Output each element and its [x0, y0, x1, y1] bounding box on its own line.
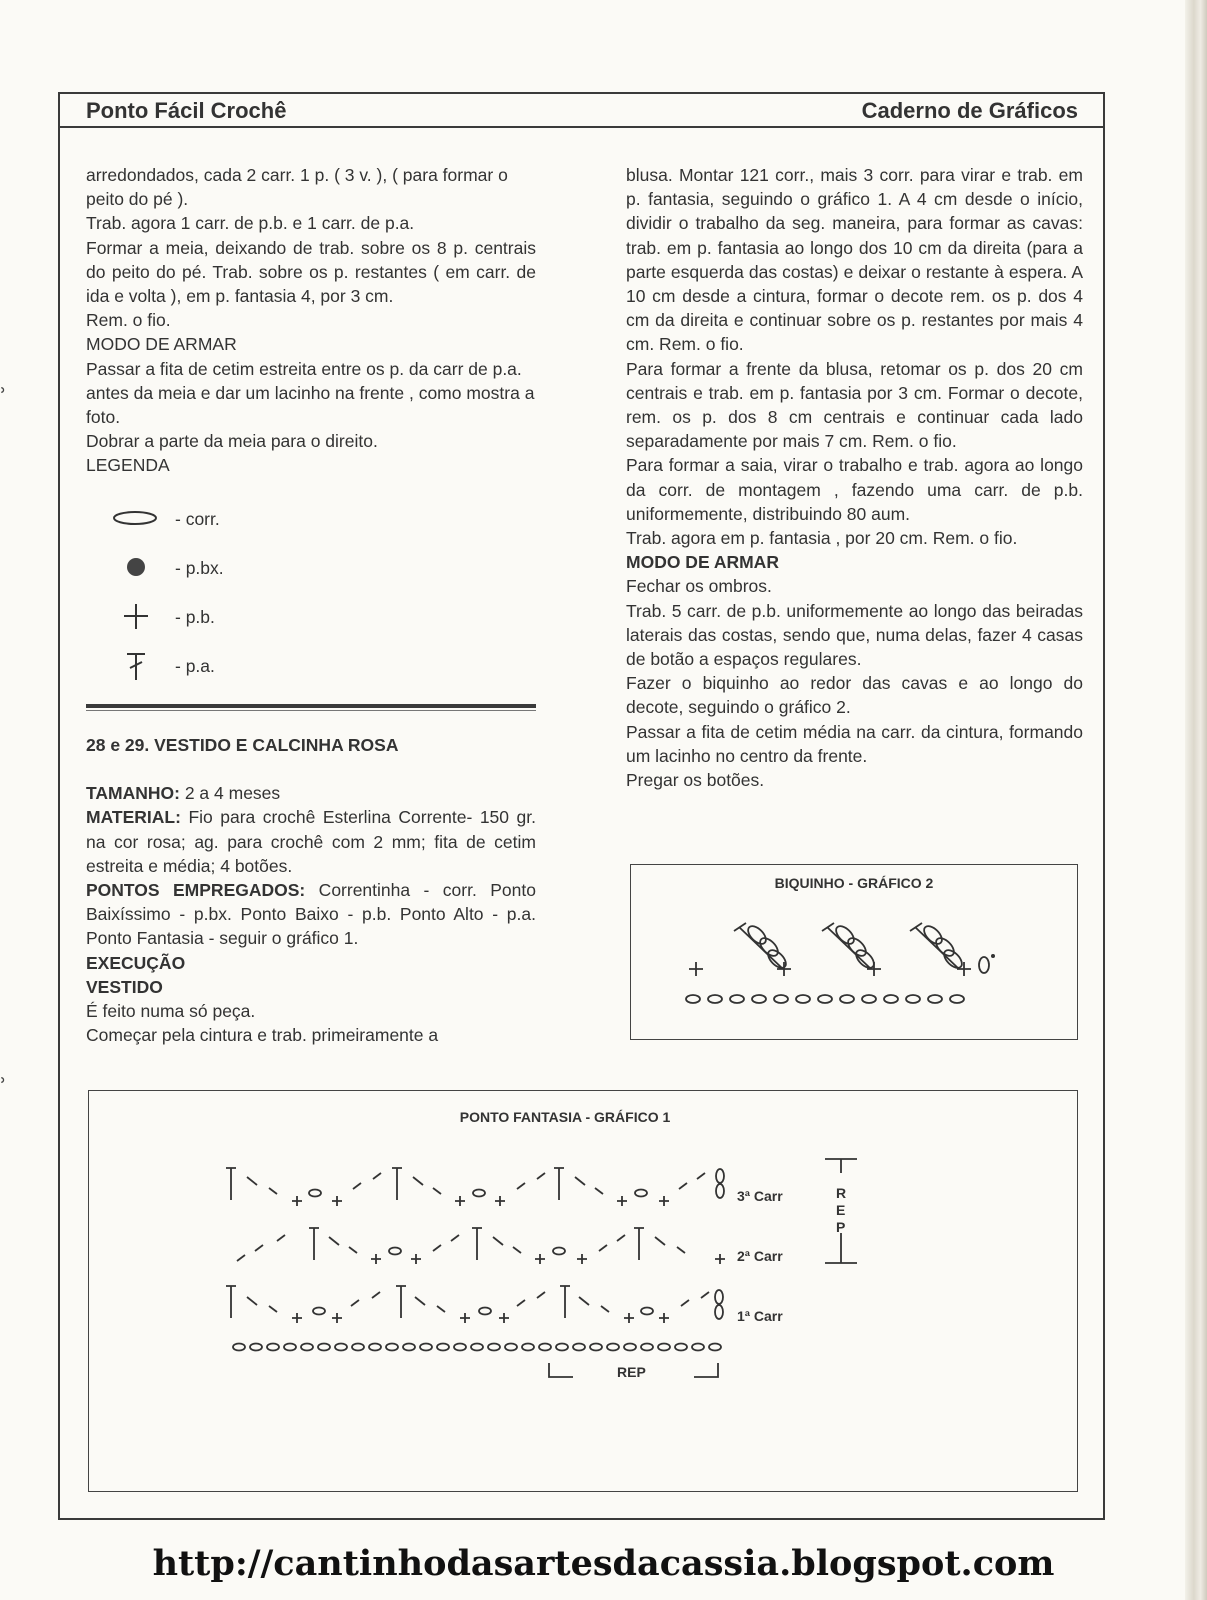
text-paragraph: Passar a fita de cetim média na carr. da cintura, formando um lacinho no centro da frente.	[626, 721, 1083, 766]
foundation-chain	[233, 1344, 721, 1351]
binding-mark: ʾ	[0, 1075, 7, 1100]
section-title: Caderno de Gráficos	[861, 98, 1078, 123]
page-edge	[1185, 0, 1207, 1600]
rep-side-letter: R	[836, 1185, 847, 1201]
legend-item	[105, 554, 405, 603]
chart-biquinho-diagram	[631, 865, 1076, 1038]
row-label: 1ª Carr	[737, 1308, 783, 1324]
subheading: EXECUÇÃO	[86, 952, 186, 973]
row-2-stitches	[237, 1228, 725, 1264]
legend-label: - corr.	[175, 509, 220, 529]
rep-side-letter: E	[836, 1202, 846, 1218]
header-rule	[58, 126, 1105, 128]
row-label: 3ª Carr	[737, 1188, 783, 1204]
value: Fio para crochê Esterlina Corrente- 150 gr. na cor rosa; ag. para crochê com 2 mm; fita de cetim estreita e média; 4 botões.	[86, 807, 536, 876]
legend-item	[105, 505, 405, 554]
legend-label: - p.b.	[175, 607, 215, 627]
label: MATERIAL:	[86, 807, 181, 828]
text-line: Rem. o fio.	[86, 310, 171, 331]
text-paragraph: Fechar os ombros.	[626, 576, 772, 597]
subheading: LEGENDA	[86, 455, 170, 476]
legend-item	[105, 603, 405, 652]
text-paragraph: Trab. 5 carr. de p.b. uniformemente ao longo das beiradas laterais das costas, sendo que, numa delas, fazer 4 casas de botão a espaços regulares.	[626, 600, 1083, 670]
subheading: VESTIDO	[86, 976, 163, 997]
size-line	[86, 781, 536, 805]
label: PONTOS EMPREGADOS:	[86, 880, 306, 901]
text-paragraph: Pregar os botões.	[626, 770, 765, 791]
text-line: Trab. agora 1 carr. de p.b. e 1 carr. de p.a.	[86, 213, 415, 234]
row-3-stitches	[226, 1168, 724, 1206]
chain-oval-icon	[105, 505, 165, 535]
chart-title: PONTO FANTASIA - GRÁFICO 1	[459, 1109, 671, 1125]
text-paragraph: Para formar a saia, virar o trabalho e trab. agora ao longo da corr. de montagem , fazendo uma carr. de p.b. uniformemente, distribuindo 80 aum.	[626, 455, 1083, 524]
text-line: Dobrar a parte da meia para o direito.	[86, 431, 378, 452]
left-column	[86, 163, 536, 478]
text-line: É feito numa só peça.	[86, 1001, 256, 1022]
text-line: Passar a fita de cetim estreita entre os p. da carr de p.a. antes da meia e dar um lacinho na frente , como mostra a foto.	[86, 358, 535, 428]
label: TAMANHO:	[86, 783, 180, 804]
section-divider	[86, 710, 536, 711]
row-label: 2ª Carr	[737, 1248, 783, 1264]
text-paragraph: Trab. agora em p. fantasia , por 20 cm. Rem. o fio.	[626, 528, 1018, 549]
subheading: MODO DE ARMAR	[86, 334, 237, 355]
magazine-title: Ponto Fácil Crochê	[86, 98, 287, 123]
section-divider	[86, 704, 536, 708]
double-crochet-icon	[105, 652, 165, 682]
plus-icon	[105, 603, 165, 633]
chart-biquinho	[630, 864, 1078, 1040]
rep-label: REP	[617, 1364, 646, 1380]
text-paragraph: Para formar a frente da blusa, retomar os p. dos 20 cm centrais e trab. em p. fantasia por 3 cm. Formar o decote, rem. os p. dos 8 cm centrais e continuar cada lado separadamente por mais 7 cm. Rem. o fio.	[626, 358, 1083, 452]
chart-ponto-fantasia	[88, 1090, 1078, 1492]
material-line	[86, 805, 536, 878]
value: 2 a 4 meses	[179, 783, 281, 804]
stitches-line	[86, 878, 536, 951]
legend-label: - p.bx.	[175, 558, 224, 578]
legend-label: - p.a.	[175, 656, 215, 676]
text-line: arredondados, cada 2 carr. 1 p. ( 3 v. ), ( para formar o peito do pé ).	[86, 165, 508, 210]
binding-mark: ʾ	[0, 385, 7, 410]
chart-title: BIQUINHO - GRÁFICO 2	[774, 875, 934, 891]
chart-ponto-fantasia-diagram	[89, 1091, 1076, 1490]
pattern-title: 28 e 29. VESTIDO E CALCINHA ROSA	[86, 735, 399, 755]
text-line: Formar a meia, deixando de trab. sobre os 8 p. centrais do peito do pé. Trab. sobre os p. restantes ( em carr. de ida e volta ), em p. fantasia 4, por 3 cm.	[86, 237, 536, 307]
rep-side-letter: P	[836, 1219, 846, 1235]
footer-url: http://cantinhodasartesdacassia.blogspot.com	[152, 1543, 1055, 1584]
value: Correntinha - corr. Ponto Baixíssimo - p.bx. Ponto Baixo - p.b. Ponto Alto - p.a. Ponto Fantasia - seguir o gráfico 1.	[86, 880, 536, 949]
filled-dot-icon	[105, 554, 165, 584]
text-paragraph: blusa. Montar 121 corr., mais 3 corr. para virar e trab. em p. fantasia, seguindo o gráfico 1. A 4 cm desde o início, dividir o trabalho da seg. maneira, para formar as cavas: trab. em p. fantasia ao longo dos 10 cm da direita (para a parte esquerda das costas) e deixar o restante à espera. A 10 cm desde a cintura, formar o decote rem. os p. dos 4 cm da direita e continuar sobre os p. restantes por mais 4 cm. Rem. o fio.	[626, 165, 1083, 355]
subheading: MODO DE ARMAR	[626, 552, 779, 573]
legend	[105, 505, 405, 701]
pattern-section	[86, 733, 536, 1047]
text-paragraph: Fazer o biquinho ao redor das cavas e ao longo do decote, seguindo o gráfico 2.	[626, 673, 1083, 718]
legend-item	[105, 652, 405, 701]
row-1-stitches	[226, 1286, 723, 1323]
right-column	[626, 163, 1083, 792]
text-line: Começar pela cintura e trab. primeiramente a	[86, 1025, 439, 1046]
